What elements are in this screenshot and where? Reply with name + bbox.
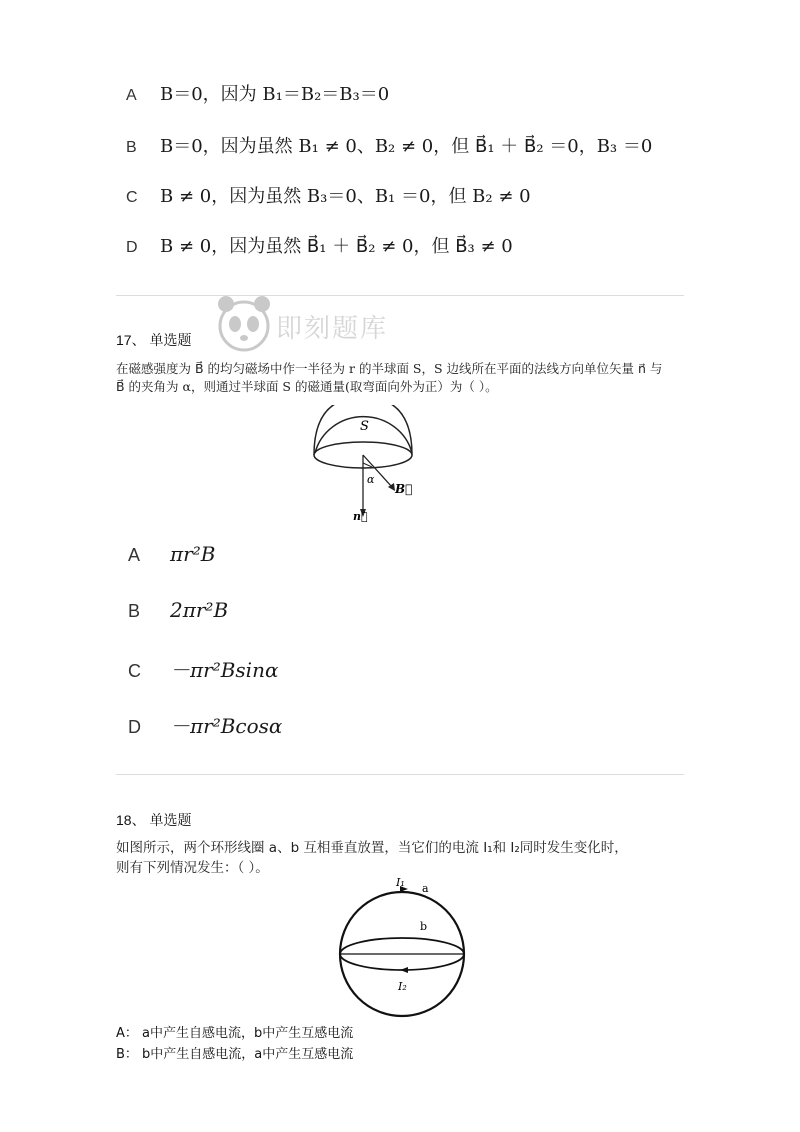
option-text: B＝0，因为虽然 B₁ ≠ 0、B₂ ≠ 0，但 B⃗₁ ＋ B⃗₂ ＝0，B₃ ＝0 [160,136,653,157]
option-text: B ≠ 0，因为虽然 B₃＝0、B₁ ＝0，但 B₂ ≠ 0 [160,186,531,207]
q16-option-b[interactable] [126,132,652,158]
option-letter: C [126,189,138,206]
q16-option-a[interactable] [126,80,389,106]
watermark-text: 即刻题库 [276,314,389,344]
q17-option-a[interactable] [128,542,215,566]
label-field: B⃗ [395,482,413,496]
panda-logo-icon [214,290,274,360]
option-text: πr²B [170,542,216,566]
option-letter: D [128,717,141,737]
q18-coil-figure [330,874,480,1018]
q17-question [116,360,686,396]
option-letter: B [126,139,137,156]
label-angle: α [367,473,375,486]
q17-option-c[interactable] [128,654,278,683]
label-coil-a: a [422,882,429,895]
q18-answer-a[interactable]: A： a中产生自感电流，b中产生互感电流 [116,1026,354,1041]
q16-option-d[interactable] [126,232,513,258]
label-coil-b: b [420,920,428,933]
option-letter: A [126,87,137,104]
option-letter: D [126,239,138,256]
q18-answer-b[interactable]: B： b中产生自感电流，a中产生互感电流 [116,1047,354,1062]
option-text: B＝0，因为 B₁＝B₂＝B₃＝0 [160,84,390,105]
watermark [214,290,454,360]
label-bottom-current: I₂ [398,980,407,993]
q18-question-line1: 如图所示，两个环形线圈 a、b 互相垂直放置，当它们的电流 I₁和 I₂同时发生变化时， [116,840,628,856]
option-text: B ≠ 0，因为虽然 B⃗₁ ＋ B⃗₂ ≠ 0，但 B⃗₃ ≠ 0 [160,236,513,257]
q17-hemisphere-figure [290,405,520,525]
q17-header: 17、 单选题 [116,332,192,348]
q17-question-line1: 在磁感强度为 B⃗ 的均匀磁场中作一半径为 r 的半球面 S，S 边线所在平面的法线方向单位矢量 n⃗ 与 [116,361,663,376]
option-letter: A [128,545,141,565]
bottom-current-arrow [400,967,408,973]
q18-header: 18、 单选题 [116,812,192,828]
q17-question-line2: B⃗ 的夹角为 α，则通过半球面 S 的磁通量(取弯面向外为正）为（ ）。 [116,379,498,394]
option-letter: C [128,661,141,681]
option-letter: B [128,601,141,621]
divider [116,774,684,775]
q18-question-line2: 则有下列情况发生：（ ）。 [116,860,269,876]
option-text: －πr²Bcosα [170,714,283,738]
label-normal: n⃗ [353,510,368,523]
q17-option-b[interactable] [128,598,228,622]
option-text: －πr²Bsinα [170,658,279,682]
q18-question [116,838,696,878]
label-surface: S [360,419,369,434]
label-top-current: I₁ [396,876,405,889]
q17-option-d[interactable] [128,710,282,739]
option-text: 2πr²B [170,598,229,622]
q16-option-c[interactable] [126,182,531,208]
